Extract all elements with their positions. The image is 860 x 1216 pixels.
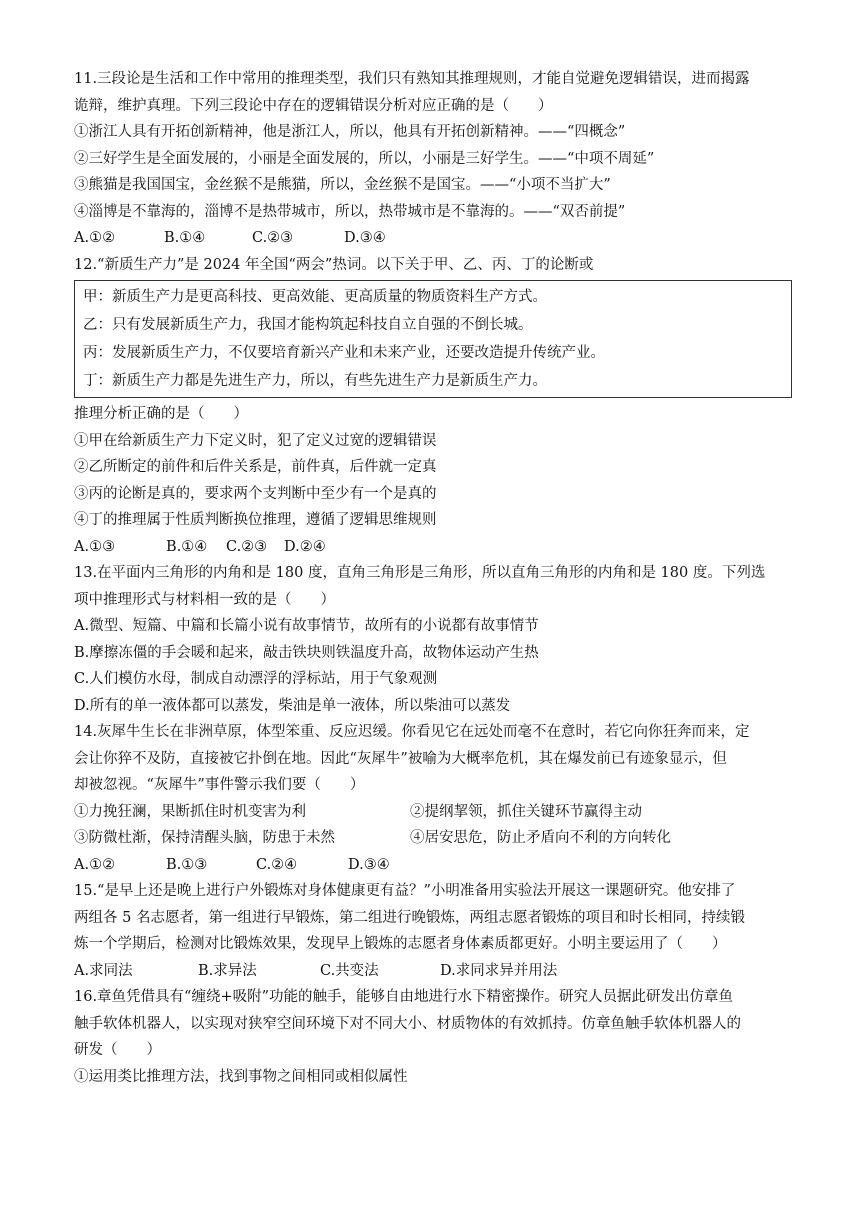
statement-item: ②提纲挈领，抓住关键环节赢得主动: [410, 803, 642, 820]
statement-row: [74, 799, 794, 826]
question-11: [74, 66, 794, 252]
statement-item: ④居安思危，防止矛盾向不利的方向转化: [410, 830, 671, 846]
option-d[interactable]: D.③④: [344, 230, 386, 246]
statement-row: [74, 825, 794, 852]
question-stem: 16.章鱼凭借具有“缠绕+吸附”功能的触手，能够自由地进行水下精密操作。研究人员据此研发出仿章鱼: [74, 989, 734, 1005]
option-b[interactable]: B.求异法: [198, 962, 257, 979]
option-c[interactable]: C.②④: [256, 856, 298, 873]
question-12: [74, 252, 794, 561]
statement-item: ④丁的推理属于性质判断换位推理，遵循了逻辑思维规则: [74, 512, 437, 528]
statement-item: ①运用类比推理方法，找到事物之间相同或相似属性: [74, 1068, 408, 1085]
question-stem: 诡辩，维护真理。下列三段论中存在的逻辑错误分析对应正确的是（ ）: [74, 97, 553, 114]
question-stem: 却被忽视。“灰犀牛”事件警示我们要（ ）: [74, 777, 365, 793]
statement-bing: 丙：发展新质生产力，不仅要培育新兴产业和未来产业，还要改造提升传统产业。: [83, 345, 605, 361]
option-a[interactable]: A.①②: [74, 856, 116, 873]
option-c[interactable]: C.②③: [252, 230, 294, 246]
question-stem: 15.“是早上还是晚上进行户外锻炼对身体健康更有益？”小明准备用实验法开展这一课题研究。他安排了: [74, 883, 736, 899]
option-c[interactable]: C.人们模仿水母，制成自动漂浮的浮标站，用于气象观测: [74, 671, 438, 687]
statement-yi: 乙：只有发展新质生产力，我国才能构筑起科技自立自强的不倒长城。: [83, 317, 533, 333]
answer-options: [74, 534, 794, 561]
question-stem: 12.“新质生产力”是 2024 年全国“两会”热词。以下关于甲、乙、丙、丁的论断或: [74, 256, 594, 273]
option-a[interactable]: A.微型、短篇、中篇和长篇小说有故事情节，故所有的小说都有故事情节: [74, 618, 539, 634]
option-a[interactable]: A.①②: [74, 230, 116, 246]
question-stem: 11.三段论是生活和工作中常用的推理类型，我们只有熟知其推理规则，才能自觉避免逻辑错误，进而揭露: [74, 71, 750, 87]
question-stem: 13.在平面内三角形的内角和是 180 度，直角三角形是三角形，所以直角三角形的内角和是 180 度。下列选: [74, 565, 766, 581]
statement-item: ①浙江人具有开拓创新精神，他是浙江人，所以，他具有开拓创新精神。——“四概念”: [74, 124, 626, 140]
option-b[interactable]: B.①③: [166, 856, 208, 873]
option-a[interactable]: A.①③: [74, 538, 116, 555]
question-stem: 炼一个学期后，检测对比锻炼效果，发现早上锻炼的志愿者身体素质都更好。小明主要运用了（ ）: [74, 936, 727, 952]
statement-item: ②乙所断定的前件和后件关系是，前件真，后件就一定真: [74, 459, 437, 475]
question-stem: 项中推理形式与材料相一致的是（ ）: [74, 591, 335, 608]
option-c[interactable]: C.②③: [226, 538, 268, 555]
statement-item: ①甲在给新质生产力下定义时，犯了定义过宽的逻辑错误: [74, 432, 437, 449]
question-stem: 触手软体机器人，以实现对狭窄空间环境下对不同大小、材质物体的有效抓持。仿章鱼触手软体机器人的: [74, 1015, 741, 1032]
statement-jia: 甲：新质生产力是更高科技、更高效能、更高质量的物质资料生产方式。: [83, 289, 547, 305]
statement-item: ②三好学生是全面发展的，小丽是全面发展的，所以，小丽是三好学生。——“中项不周延”: [74, 150, 655, 167]
question-stem: 14.灰犀牛生长在非洲草原，体型笨重、反应迟缓。你看见它在远处而毫不在意时，若它向你狂奔而来，定: [74, 724, 750, 740]
exam-page: [74, 66, 794, 1090]
option-d[interactable]: D.所有的单一液体都可以蒸发，柴油是单一液体，所以柴油可以蒸发: [74, 697, 511, 714]
question-stem: 会让你猝不及防，直接被它扑倒在地。因此“灰犀牛”被喻为大概率危机，其在爆发前已有迹象显示，但: [74, 750, 727, 767]
question-15: [74, 878, 794, 984]
option-b[interactable]: B.①④: [166, 538, 208, 555]
statement-box: [74, 280, 792, 398]
option-c[interactable]: C.共变法: [320, 962, 379, 979]
statement-item: ③丙的论断是真的，要求两个支判断中至少有一个是真的: [74, 485, 437, 502]
option-b[interactable]: B.摩擦冻僵的手会暖和起来，敲击铁块则铁温度升高，故物体运动产生热: [74, 644, 539, 661]
option-b[interactable]: B.①④: [164, 230, 206, 246]
answer-options: [74, 958, 794, 985]
answer-options: [74, 225, 794, 252]
statement-ding: 丁：新质生产力都是先进生产力，所以，有些先进生产力是新质生产力。: [83, 373, 547, 389]
statement-item: ①力挽狂澜，果断抓住时机变害为利: [74, 803, 306, 820]
statement-item: ④淄博是不靠海的，淄博不是热带城市，所以，热带城市是不靠海的。——“双否前提”: [74, 203, 626, 220]
option-d[interactable]: D.②④: [284, 538, 326, 555]
question-stem: 研发（ ）: [74, 1042, 161, 1058]
question-16: [74, 984, 794, 1090]
statement-item: ③熊猫是我国国宝，金丝猴不是熊猫，所以，金丝猴不是国宝。——“小项不当扩大”: [74, 177, 611, 193]
question-stem: 两组各 5 名志愿者，第一组进行早锻炼，第二组进行晚锻炼，两组志愿者锻炼的项目和时长相同，持续锻: [74, 909, 745, 926]
option-d[interactable]: D.③④: [348, 856, 390, 873]
question-stem: 推理分析正确的是（ ）: [74, 406, 248, 422]
option-a[interactable]: A.求同法: [74, 962, 133, 979]
answer-options: [74, 852, 794, 879]
question-14: [74, 719, 794, 878]
statement-item: ③防微杜渐，保持清醒头脑，防患于未然: [74, 830, 335, 846]
question-13: [74, 560, 794, 719]
option-d[interactable]: D.求同求异并用法: [440, 962, 558, 979]
